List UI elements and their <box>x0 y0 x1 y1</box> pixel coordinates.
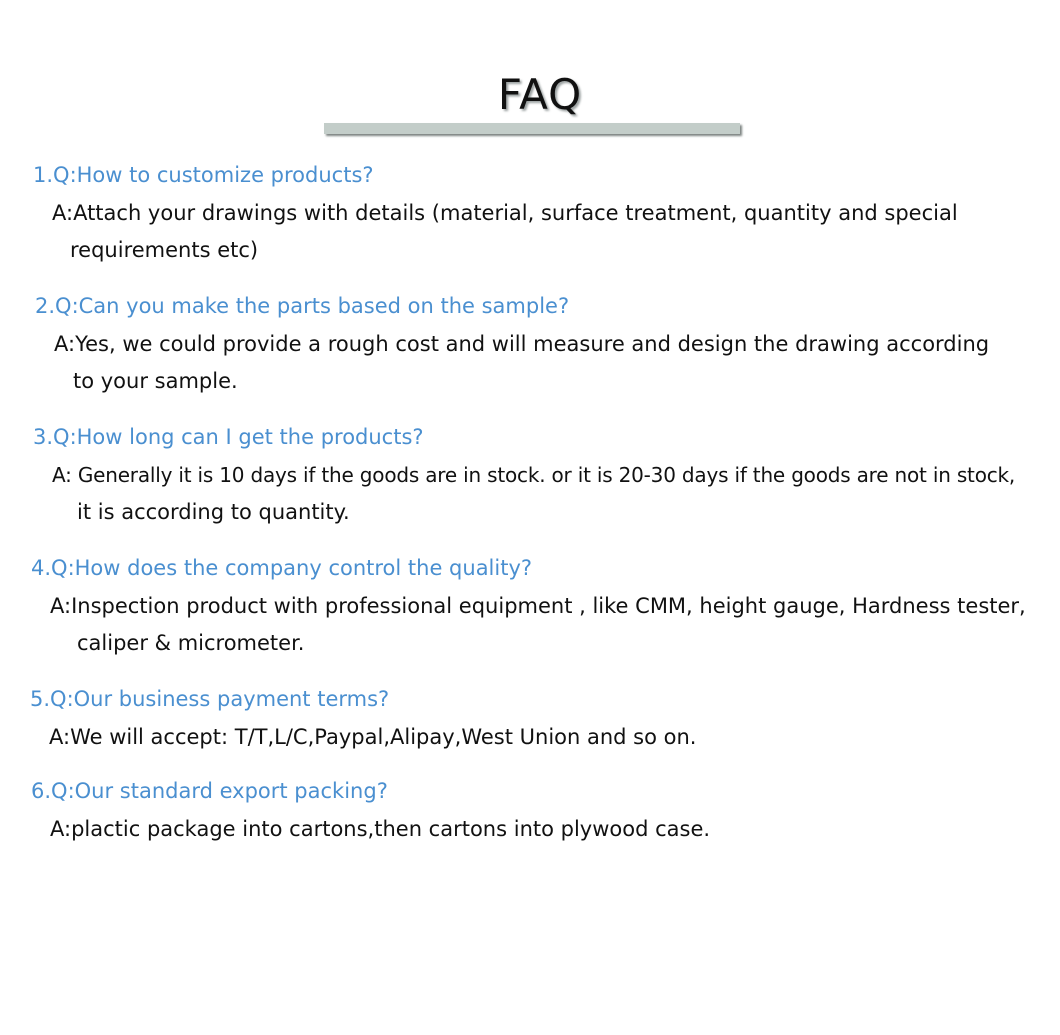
faq-answer: A:Yes, we could provide a rough cost and will measure and design the drawing according <box>54 332 990 356</box>
title-divider <box>324 123 740 134</box>
faq-answer: A:plactic package into cartons,then cartons into plywood case. <box>50 817 711 841</box>
faq-answer: A:Inspection product with professional equipment , like CMM, height gauge, Hardness tester, <box>50 594 1026 618</box>
faq-question: 3.Q:How long can I get the products? <box>33 425 424 449</box>
faq-answer: A:We will accept: T/T,L/C,Paypal,Alipay,West Union and so on. <box>49 725 697 749</box>
faq-answer-continued: requirements etc) <box>70 238 259 262</box>
faq-answer: A: Generally it is 10 days if the goods are in stock. or it is 20-30 days if the goods are not in stock, <box>52 463 1016 487</box>
faq-answer-continued: caliper & micrometer. <box>77 631 305 655</box>
faq-answer-continued: it is according to quantity. <box>77 500 350 524</box>
faq-question: 6.Q:Our standard export packing? <box>31 779 388 803</box>
faq-question: 2.Q:Can you make the parts based on the sample? <box>35 294 570 318</box>
page-title: FAQ <box>497 70 583 119</box>
faq-answer-continued: to your sample. <box>73 369 238 393</box>
faq-question: 5.Q:Our business payment terms? <box>30 687 390 711</box>
faq-question: 1.Q:How to customize products? <box>33 163 374 187</box>
faq-answer: A:Attach your drawings with details (material, surface treatment, quantity and special <box>52 201 958 225</box>
faq-question: 4.Q:How does the company control the quality? <box>31 556 533 580</box>
